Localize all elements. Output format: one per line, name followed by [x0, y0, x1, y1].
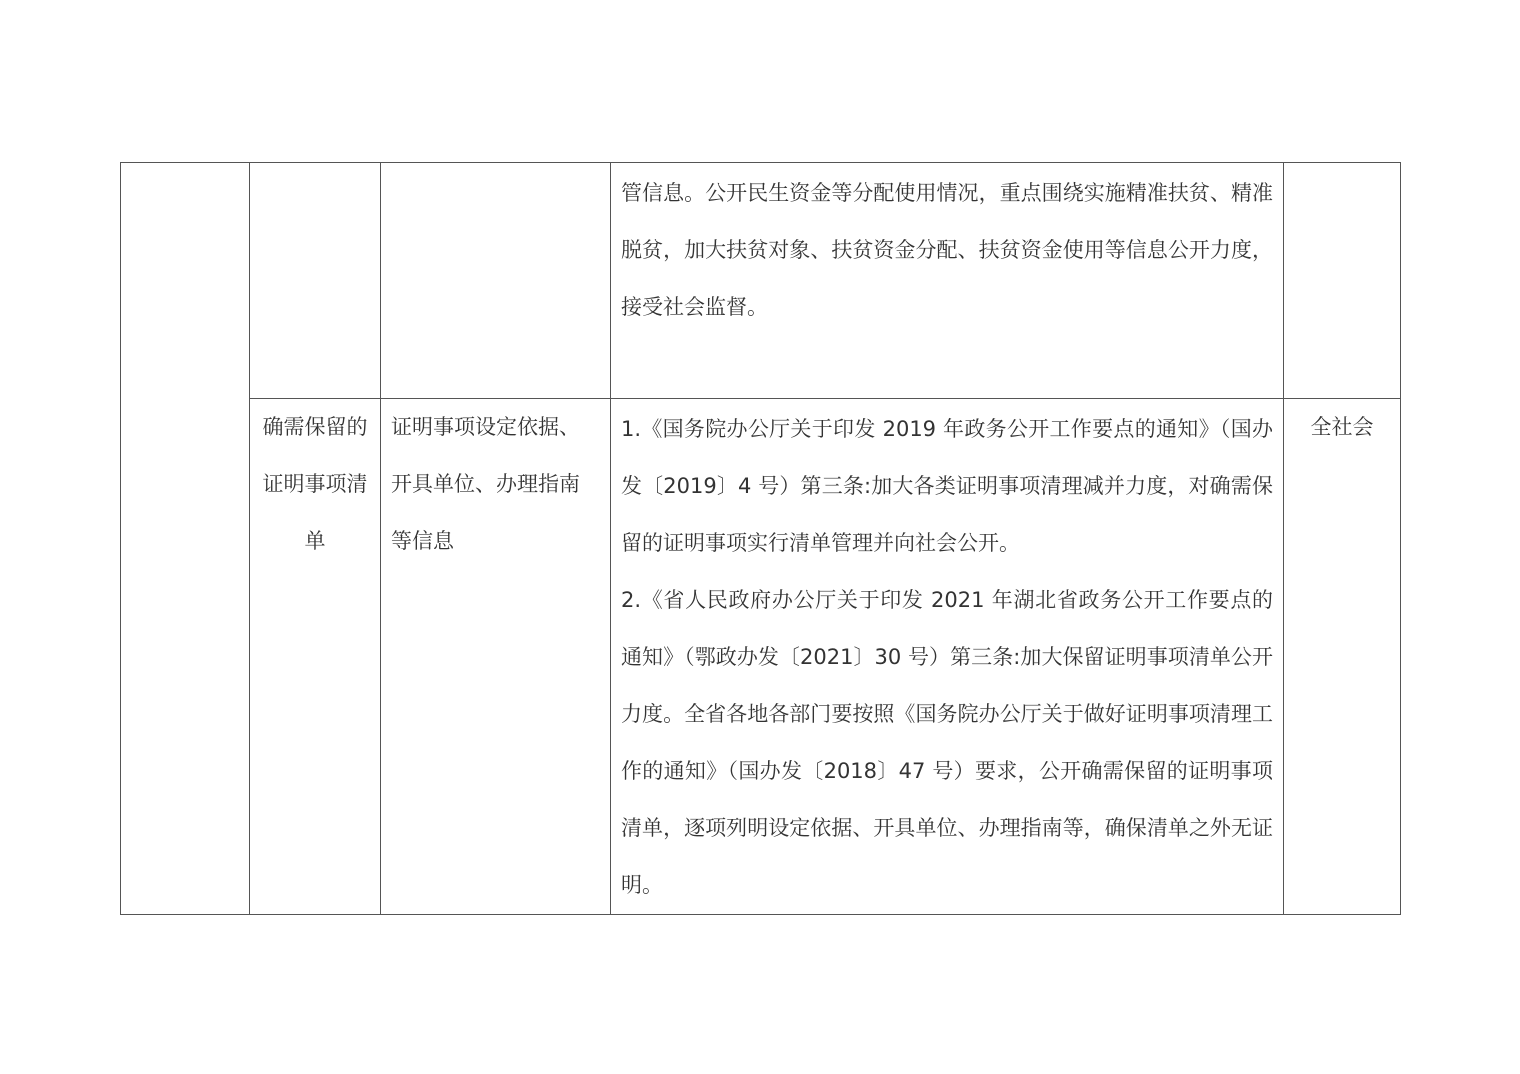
- table-row: [121, 399, 1401, 915]
- category-cell: [121, 163, 250, 915]
- basis-text: 管信息。公开民生资金等分配使用情况，重点围绕实施精准扶贫、精准脱贫，加大扶贫对象、扶贫资金分配、扶贫资金使用等信息公开力度，接受社会监督。: [621, 181, 1273, 319]
- item-name-cell: [250, 163, 381, 399]
- basis-cell: [611, 163, 1284, 399]
- disclosure-content: 证明事项设定依据、开具单位、办理指南等信息: [391, 415, 580, 553]
- scope-cell: [1284, 163, 1401, 399]
- basis-text: [611, 399, 1283, 914]
- item-name: 确需保留的证明事项清单: [262, 415, 368, 553]
- table-row: [121, 163, 1401, 399]
- content-cell: [381, 163, 611, 399]
- disclosure-scope: 全社会: [1310, 415, 1374, 439]
- disclosure-table: [120, 162, 1401, 915]
- content-cell: [381, 399, 611, 915]
- item-name-cell: [250, 399, 381, 915]
- basis-paragraph-2: 2.《省人民政府办公厅关于印发 2021 年湖北省政务公开工作要点的通知》（鄂政办发〔2021〕30 号）第三条:加大保留证明事项清单公开力度。全省各地各部门要按照《国务院办公厅关于做好证明事项清理工作的通知》（国办发〔2018〕47 号）要求，公开确需保留的证明事项清单，逐项列明设定依据、开具单位、办理指南等，确保清单之外无证明。: [621, 588, 1273, 897]
- scope-cell: [1284, 399, 1401, 915]
- basis-cell: [611, 399, 1284, 915]
- basis-paragraph-1: 1.《国务院办公厅关于印发 2019 年政务公开工作要点的通知》（国办发〔2019〕4 号）第三条:加大各类证明事项清理减并力度，对确需保留的证明事项实行清单管理并向社会公开。: [621, 417, 1273, 555]
